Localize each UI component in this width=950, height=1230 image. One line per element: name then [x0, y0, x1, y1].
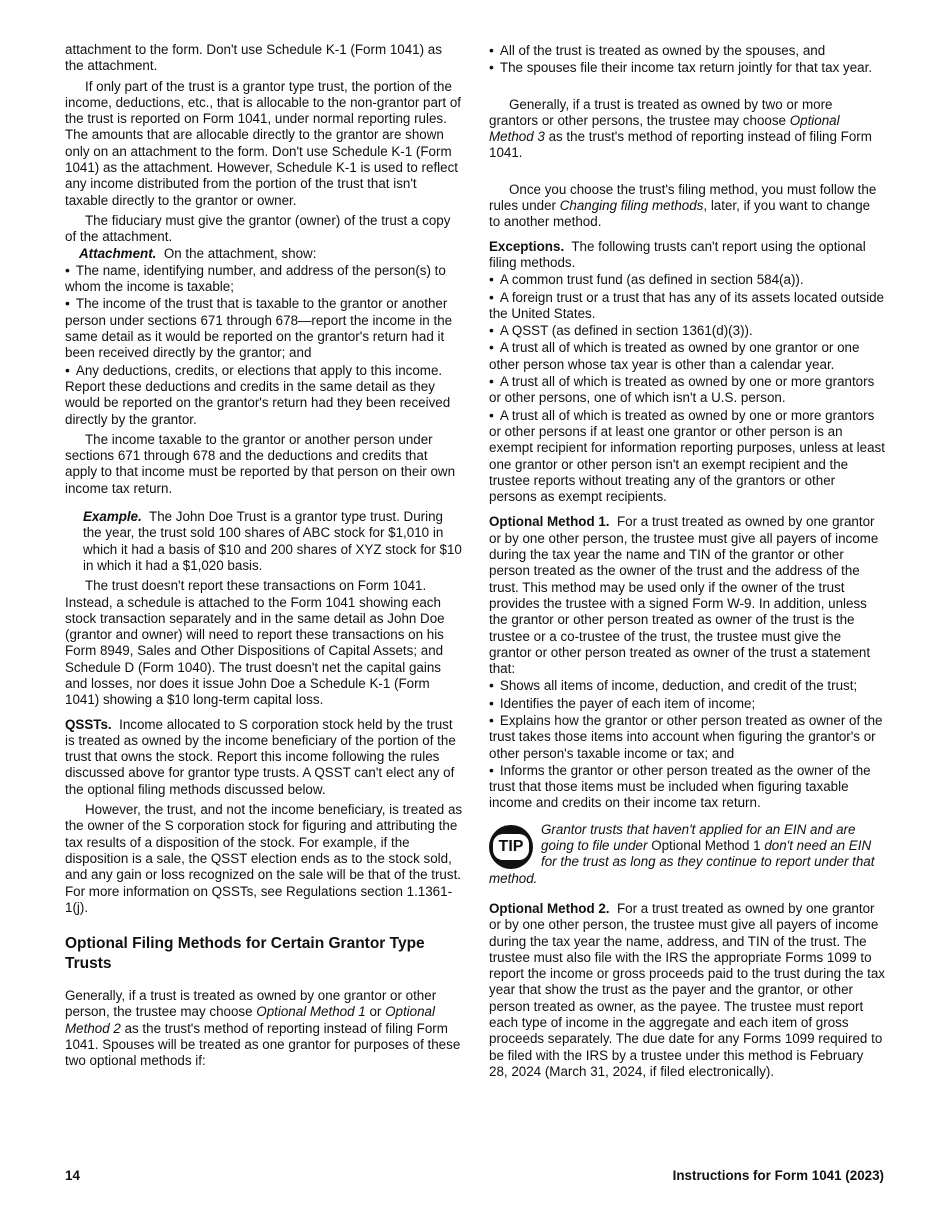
optional-method-1-paragraph: Optional Method 1. For a trust treated as owned by one grantor or by one other person, the trustee must give all payers of income during the tax year the name and TIN of the grantor or other person treated as the owner of the trust and the address of the trust. This method may be used only if the owner of the trust provides the trustee with a signed Form W-9. In addition, unless the grantor or other person treated as owner of the trust is the trustee or a co-trustee of the trust, the trustee must give the grantor or other person treated as owner of the trust a statement that:	[489, 514, 879, 677]
bullet-item: • Shows all items of income, deduction, and credit of the trust;	[489, 677, 885, 694]
optional-method-2-label: Optional Method 2.	[489, 900, 610, 916]
section-heading: Optional Filing Methods for Certain Grantor Type Trusts	[65, 935, 425, 973]
footer-title: Instructions for Form 1041 (2023)	[672, 1168, 884, 1183]
left-column	[65, 42, 463, 1074]
qssts-paragraph: QSSTs. Income allocated to S corporation stock held by the trust is treated as owned by the income beneficiary of the portion of the trust that owns the stock. Report this income following the rules discussed above for grantor type trusts. A QSST can't elect any of the optional filing methods discussed below.	[65, 716, 456, 797]
tip-icon: TIP	[489, 825, 533, 869]
changing-filing-methods-ref: Changing filing methods	[559, 198, 704, 214]
exceptions-paragraph: Exceptions. The following trusts can't report using the optional filing methods.	[489, 238, 866, 270]
tip-box: TIP Grantor trusts that haven't applied for an EIN and are going to file under Optional Method 1 don't need an EIN for the trust as long as they continue to report under that method.	[489, 821, 875, 886]
bullet-item: • Identifies the payer of each item of income;	[489, 695, 885, 712]
page-number: 14	[65, 1168, 80, 1183]
bullet-item: • A trust all of which is treated as owned by one or more grantors or other persons if at least one grantor or other person is an exempt recipient for information reporting purposes, unless at least one grantor or other person isn't an exempt recipient and the trustee reports without treating any of the grantors or other persons as exempt recipients.	[489, 407, 885, 506]
bullet-item: • The name, identifying number, and address of the person(s) to whom the income is taxable;	[65, 262, 463, 296]
example-paragraph: Example. The John Doe Trust is a grantor type trust. During the year, the trust sold 100 shares of ABC stock for $1,010 in which it had a basis of $10 and 200 shares of XYZ stock for $10 in which it had a $1,020 basis.	[83, 509, 462, 573]
bullet-item: • A QSST (as defined in section 1361(d)(3)).	[489, 322, 885, 339]
paragraph: If only part of the trust is a grantor type trust, the portion of the income, deductions, etc., that is allocable to the non-grantor part of the trust is reported on Form 1041, under normal reporting rules. The amounts that are allocable directly to the grantor are shown only on an attachment to the form. Don't use Schedule K-1 (Form 1041) as the attachment. However, Schedule K-1 is used to reflect any income distributed from the portion of the trust that isn't taxable directly to the grantor or owner.	[65, 78, 461, 208]
bullet-item: • The income of the trust that is taxable to the grantor or another person under sections 671 through 678—report the income in the same detail as it would be reported on the grantor's return had it been received directly by the grantor; and	[65, 295, 463, 361]
exceptions-label: Exceptions.	[489, 238, 565, 254]
example-label: Example.	[83, 509, 142, 525]
paragraph: The fiduciary must give the grantor (owner) of the trust a copy of the attachment.	[65, 212, 451, 245]
optional-method-2-paragraph: Optional Method 2. For a trust treated as owned by one grantor or by one other person, the trustee must give all payers of income during the tax year the name, address, and TIN of the trust. The trustee must also file with the IRS the appropriate Forms 1099 to report the income or gross proceeds paid to the trust during the tax year that show the trust as the payer and the grantor, or other person treated as owner, as the payee. The trustee must report each type of income in the aggregate and each item of gross proceeds separately. The due date for any Forms 1099 required to be filed with the IRS by a trustee under this method is February 28, 2024 (March 31, 2024, if filed electronically).	[489, 900, 885, 1079]
attachment-label: Attachment.	[79, 245, 157, 261]
paragraph: The trust doesn't report these transactions on Form 1041. Instead, a schedule is attached to the Form 1041 showing each stock transaction separately and in the same detail as John Doe (grantor and owner) will need to report these transactions on his Form 8949, Sales and Other Dispositions of Capital Assets; and Schedule D (Form 1040). The trust doesn't net the capital gains and losses, nor does it issue John Doe a Schedule K-1 (Form 1041) showing a $10 long-term capital loss.	[65, 578, 445, 708]
paragraph: Once you choose the trust's filing method, you must follow the rules under Changing filing methods, later, if you want to change to another method.	[489, 181, 877, 230]
bullet-item: • A trust all of which is treated as owned by one or more grantors or other persons, one of which isn't a U.S. person.	[489, 373, 885, 407]
qssts-label: QSSTs.	[65, 716, 112, 732]
bullet-item: • Informs the grantor or other person treated as the owner of the trust that those items must be included when figuring taxable income and credits on their income tax return.	[489, 762, 885, 812]
attachment-text: On the attachment, show:	[163, 245, 317, 261]
bullet-item: • The spouses file their income tax return jointly for that tax year.	[489, 59, 885, 76]
attachment-paragraph	[65, 246, 463, 262]
bullet-item: • A foreign trust or a trust that has any of its assets located outside the United States.	[489, 289, 885, 323]
bullet-item: • Any deductions, credits, or elections that apply to this income. Report these deductions and credits in the same detail as they would be reported on the grantor's return had they been received directly by the grantor.	[65, 362, 463, 428]
right-column	[489, 42, 885, 1084]
paragraph: However, the trust, and not the income beneficiary, is treated as the owner of the S corporation stock for figuring and attributing the tax results of a disposition of the stock. For example, if the disposition is a sale, the QSST election ends as to the stock sold, and any gain or loss recognized on the sale will be that of the trust. For more information on QSSTs, see Regulations section 1.1361-1(j).	[65, 802, 463, 915]
paragraph: The income taxable to the grantor or another person under sections 671 through 678 and the deductions and credits that apply to that income must be reported by that person on their own income tax return.	[65, 431, 456, 496]
paragraph: Generally, if a trust is treated as owned by one grantor or other person, the trustee may choose Optional Method 1 or Optional Method 2 as the trust's method of reporting instead of filing Form 1041. Spouses will be treated as one grantor for purposes of these two optional methods if:	[65, 988, 461, 1069]
paragraph: attachment to the form. Don't use Schedule K-1 (Form 1041) as the attachment.	[65, 42, 442, 74]
bullet-item: • A common trust fund (as defined in section 584(a)).	[489, 271, 885, 288]
paragraph: Generally, if a trust is treated as owned by two or more grantors or other persons, the trustee may choose Optional Method 3 as the trust's method of reporting instead of filing Form 1041.	[489, 96, 872, 161]
bullet-item: • All of the trust is treated as owned by the spouses, and	[489, 42, 885, 59]
bullet-item: • Explains how the grantor or other person treated as owner of the trust takes those items into account when figuring the grantor's or other person's taxable income or tax; and	[489, 712, 885, 762]
bullet-item: • A trust all of which is treated as owned by one grantor or one other person whose tax year is other than a calendar year.	[489, 339, 885, 373]
optional-method-1-label: Optional Method 1.	[489, 514, 610, 530]
